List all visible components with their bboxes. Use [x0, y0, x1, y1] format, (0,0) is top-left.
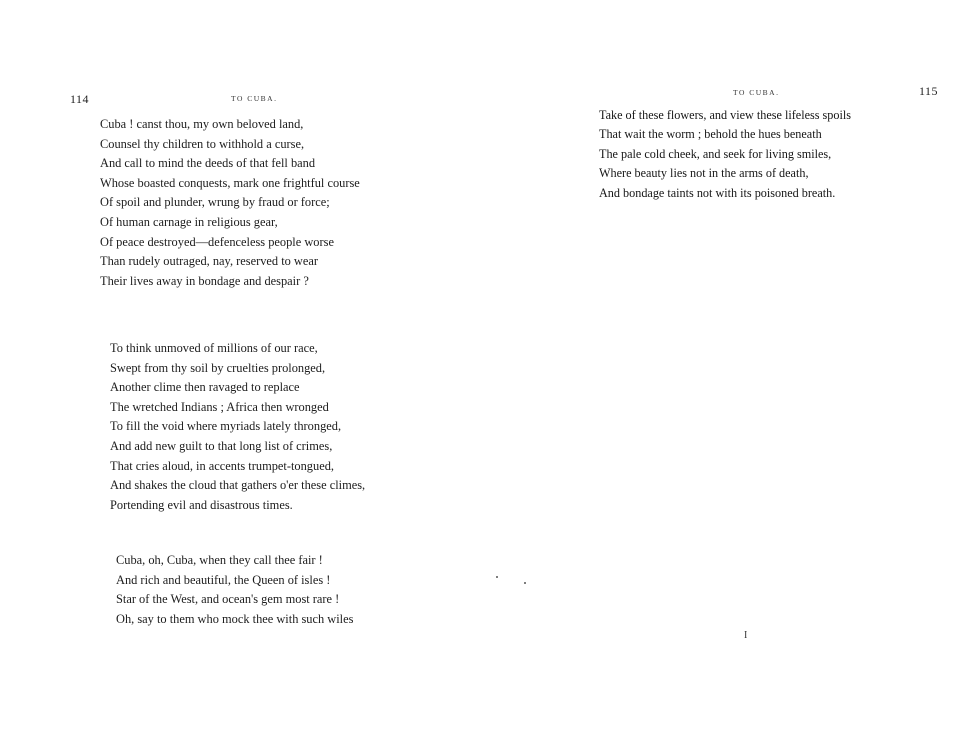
poem-line: And call to mind the deeds of that fell band [100, 156, 316, 171]
poem-line: Where beauty lies not in the arms of death, [599, 166, 809, 181]
poem-line: The wretched Indians ; Africa then wronged [110, 399, 329, 414]
poem-line: Cuba ! canst thou, my own beloved land, [100, 117, 304, 131]
poem-line: Counsel thy children to withhold a curse, [100, 136, 305, 151]
poem-line: That wait the worm ; behold the hues beneath [599, 127, 822, 142]
poem-line: Take of these flowers, and view these lifeless spoils [599, 108, 851, 122]
running-head-right: TO CUBA. [733, 88, 780, 97]
poem-line: To think unmoved of millions of our race, [110, 341, 318, 355]
poem-line: Swept from thy soil by cruelties prolonged, [110, 360, 326, 375]
page-number-left: 114 [70, 92, 90, 106]
poem-line: Than rudely outraged, nay, reserved to wear [100, 254, 319, 269]
poem-line: And bondage taints not with its poisoned breath. [599, 185, 836, 200]
poem-line: Cuba, oh, Cuba, when they call thee fair ! [116, 553, 323, 567]
poem-line: And add new guilt to that long list of crimes, [110, 438, 333, 453]
poem-line: Another clime then ravaged to replace [110, 380, 300, 395]
stanza-2 [110, 339, 365, 515]
poem-line: And rich and beautiful, the Queen of isles ! [116, 572, 331, 587]
poem-line: Of spoil and plunder, wrung by fraud or force; [100, 195, 330, 210]
poem-line: That cries aloud, in accents trumpet-tongued, [110, 458, 334, 473]
print-speck [524, 582, 526, 584]
poem-line: Of human carnage in religious gear, [100, 214, 278, 229]
stanza-right-1 [599, 106, 851, 203]
poem-line: Of peace destroyed—defenceless people worse [100, 234, 334, 249]
page-number-right: 115 [919, 84, 939, 98]
poem-line: To fill the void where myriads lately thronged, [110, 419, 342, 434]
stanza-1 [100, 115, 360, 291]
right-page [490, 0, 980, 738]
running-head-left: TO CUBA. [231, 94, 278, 103]
poem-line: The pale cold cheek, and seek for living smiles, [599, 146, 832, 161]
poem-line: Their lives away in bondage and despair ? [100, 273, 309, 288]
poem-line: Portending evil and disastrous times. [110, 497, 293, 512]
stanza-3 [116, 551, 353, 629]
poem-line: Oh, say to them who mock thee with such wiles [116, 611, 354, 626]
signature-mark: I [744, 630, 748, 641]
poem-line: Whose boasted conquests, mark one frightful course [100, 175, 360, 190]
poem-line: Star of the West, and ocean's gem most rare ! [116, 592, 340, 607]
poem-line: And shakes the cloud that gathers o'er these climes, [110, 478, 366, 493]
